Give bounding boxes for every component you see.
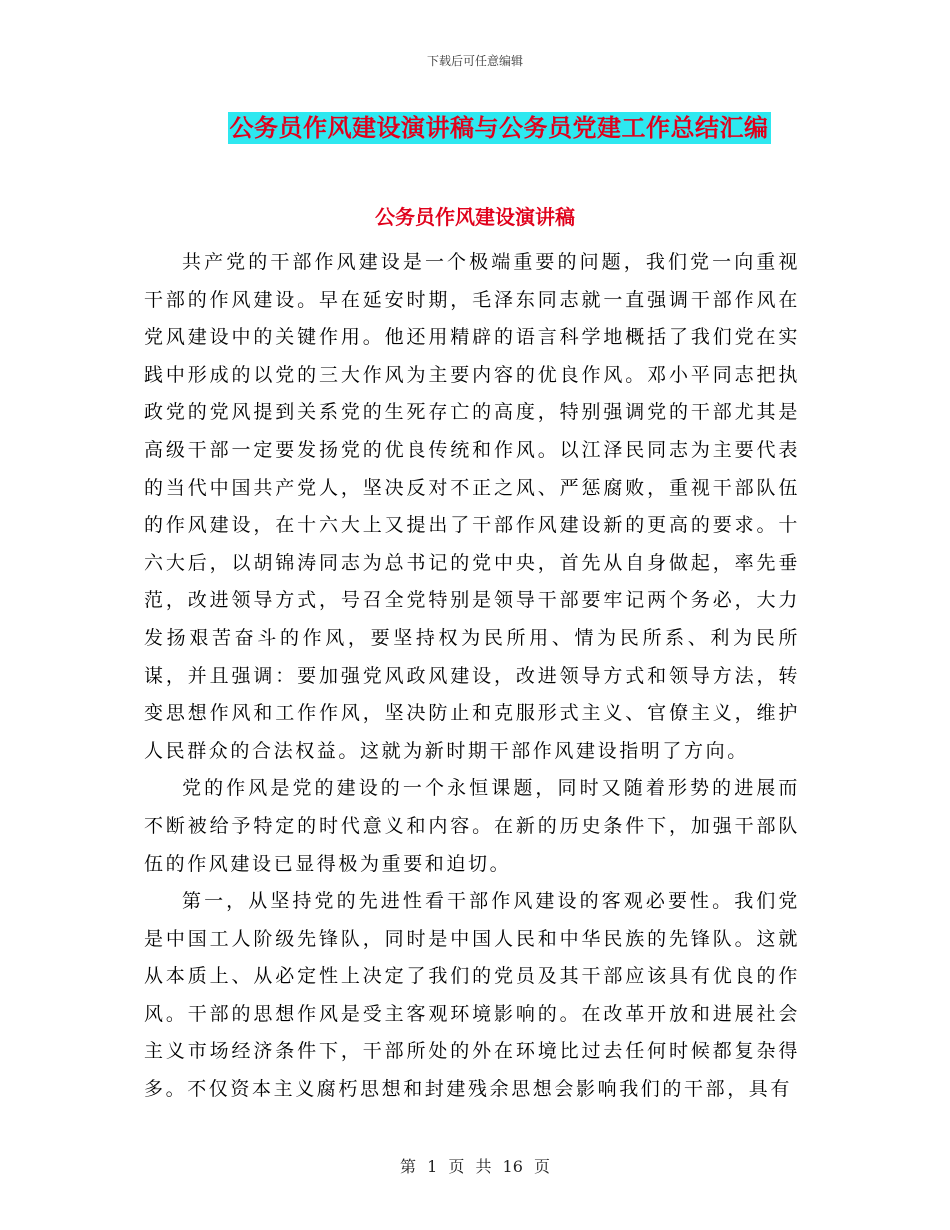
page-header-note: 下载后可任意编辑 [426, 54, 523, 68]
document-title: 公务员作风建设演讲稿与公务员党建工作总结汇编 [229, 114, 769, 142]
paragraph: 党的作风是党的建设的一个永恒课题，同时又随着形势的进展而不断被给予特定的时代意义和内容。在新的历史条件下，加强干部队伍的作风建设已显得极为重要和迫切。 [144, 777, 800, 875]
document-title-container [0, 112, 950, 144]
section-title: 公务员作风建设演讲稿 [375, 205, 575, 229]
paragraph: 第一，从坚持党的先进性看干部作风建设的客观必要性。我们党是中国工人阶级先锋队，同时是中国人民和中华民族的先锋队。这就从本质上、从必定性上决定了我们的党员及其干部应该具有优良的作风。干部的思想作风是受主客观环境影响的。在改革开放和进展社会主义市场经济条件下，干部所处的外在环境比过去任何时候都复杂得多。不仅资本主义腐朽思想和封建残余思想会影响我们的干部，具有 [144, 890, 800, 1101]
paragraph: 共产党的干部作风建设是一个极端重要的问题，我们党一向重视干部的作风建设。早在延安时期，毛泽东同志就一直强调干部作风在党风建设中的关键作用。他还用精辟的语言科学地概括了我们党在实践中形成的以党的三大作风为主要内容的优良作风。邓小平同志把执政党的党风提到关系党的生死存亡的高度，特别强调党的干部尤其是高级干部一定要发扬党的优良传统和作风。以江泽民同志为主要代表的当代中国共产党人，坚决反对不正之风、严惩腐败，重视干部队伍的作风建设，在十六大上又提出了干部作风建设新的更高的要求。十六大后，以胡锦涛同志为总书记的党中央，首先从自身做起，率先垂范，改进领导方式，号召全党特别是领导干部要牢记两个务必，大力发扬艰苦奋斗的作风，要坚持权为民所用、情为民所系、利为民所谋，并且强调：要加强党风政风建设，改进领导方式和领导方法，转变思想作风和工作作风，坚决防止和克服形式主义、官僚主义，维护人民群众的合法权益。这就为新时期干部作风建设指明了方向。 [144, 251, 800, 762]
document-body [144, 244, 800, 1109]
page-number-footer: 第 1 页 共 16 页 [400, 1157, 550, 1176]
